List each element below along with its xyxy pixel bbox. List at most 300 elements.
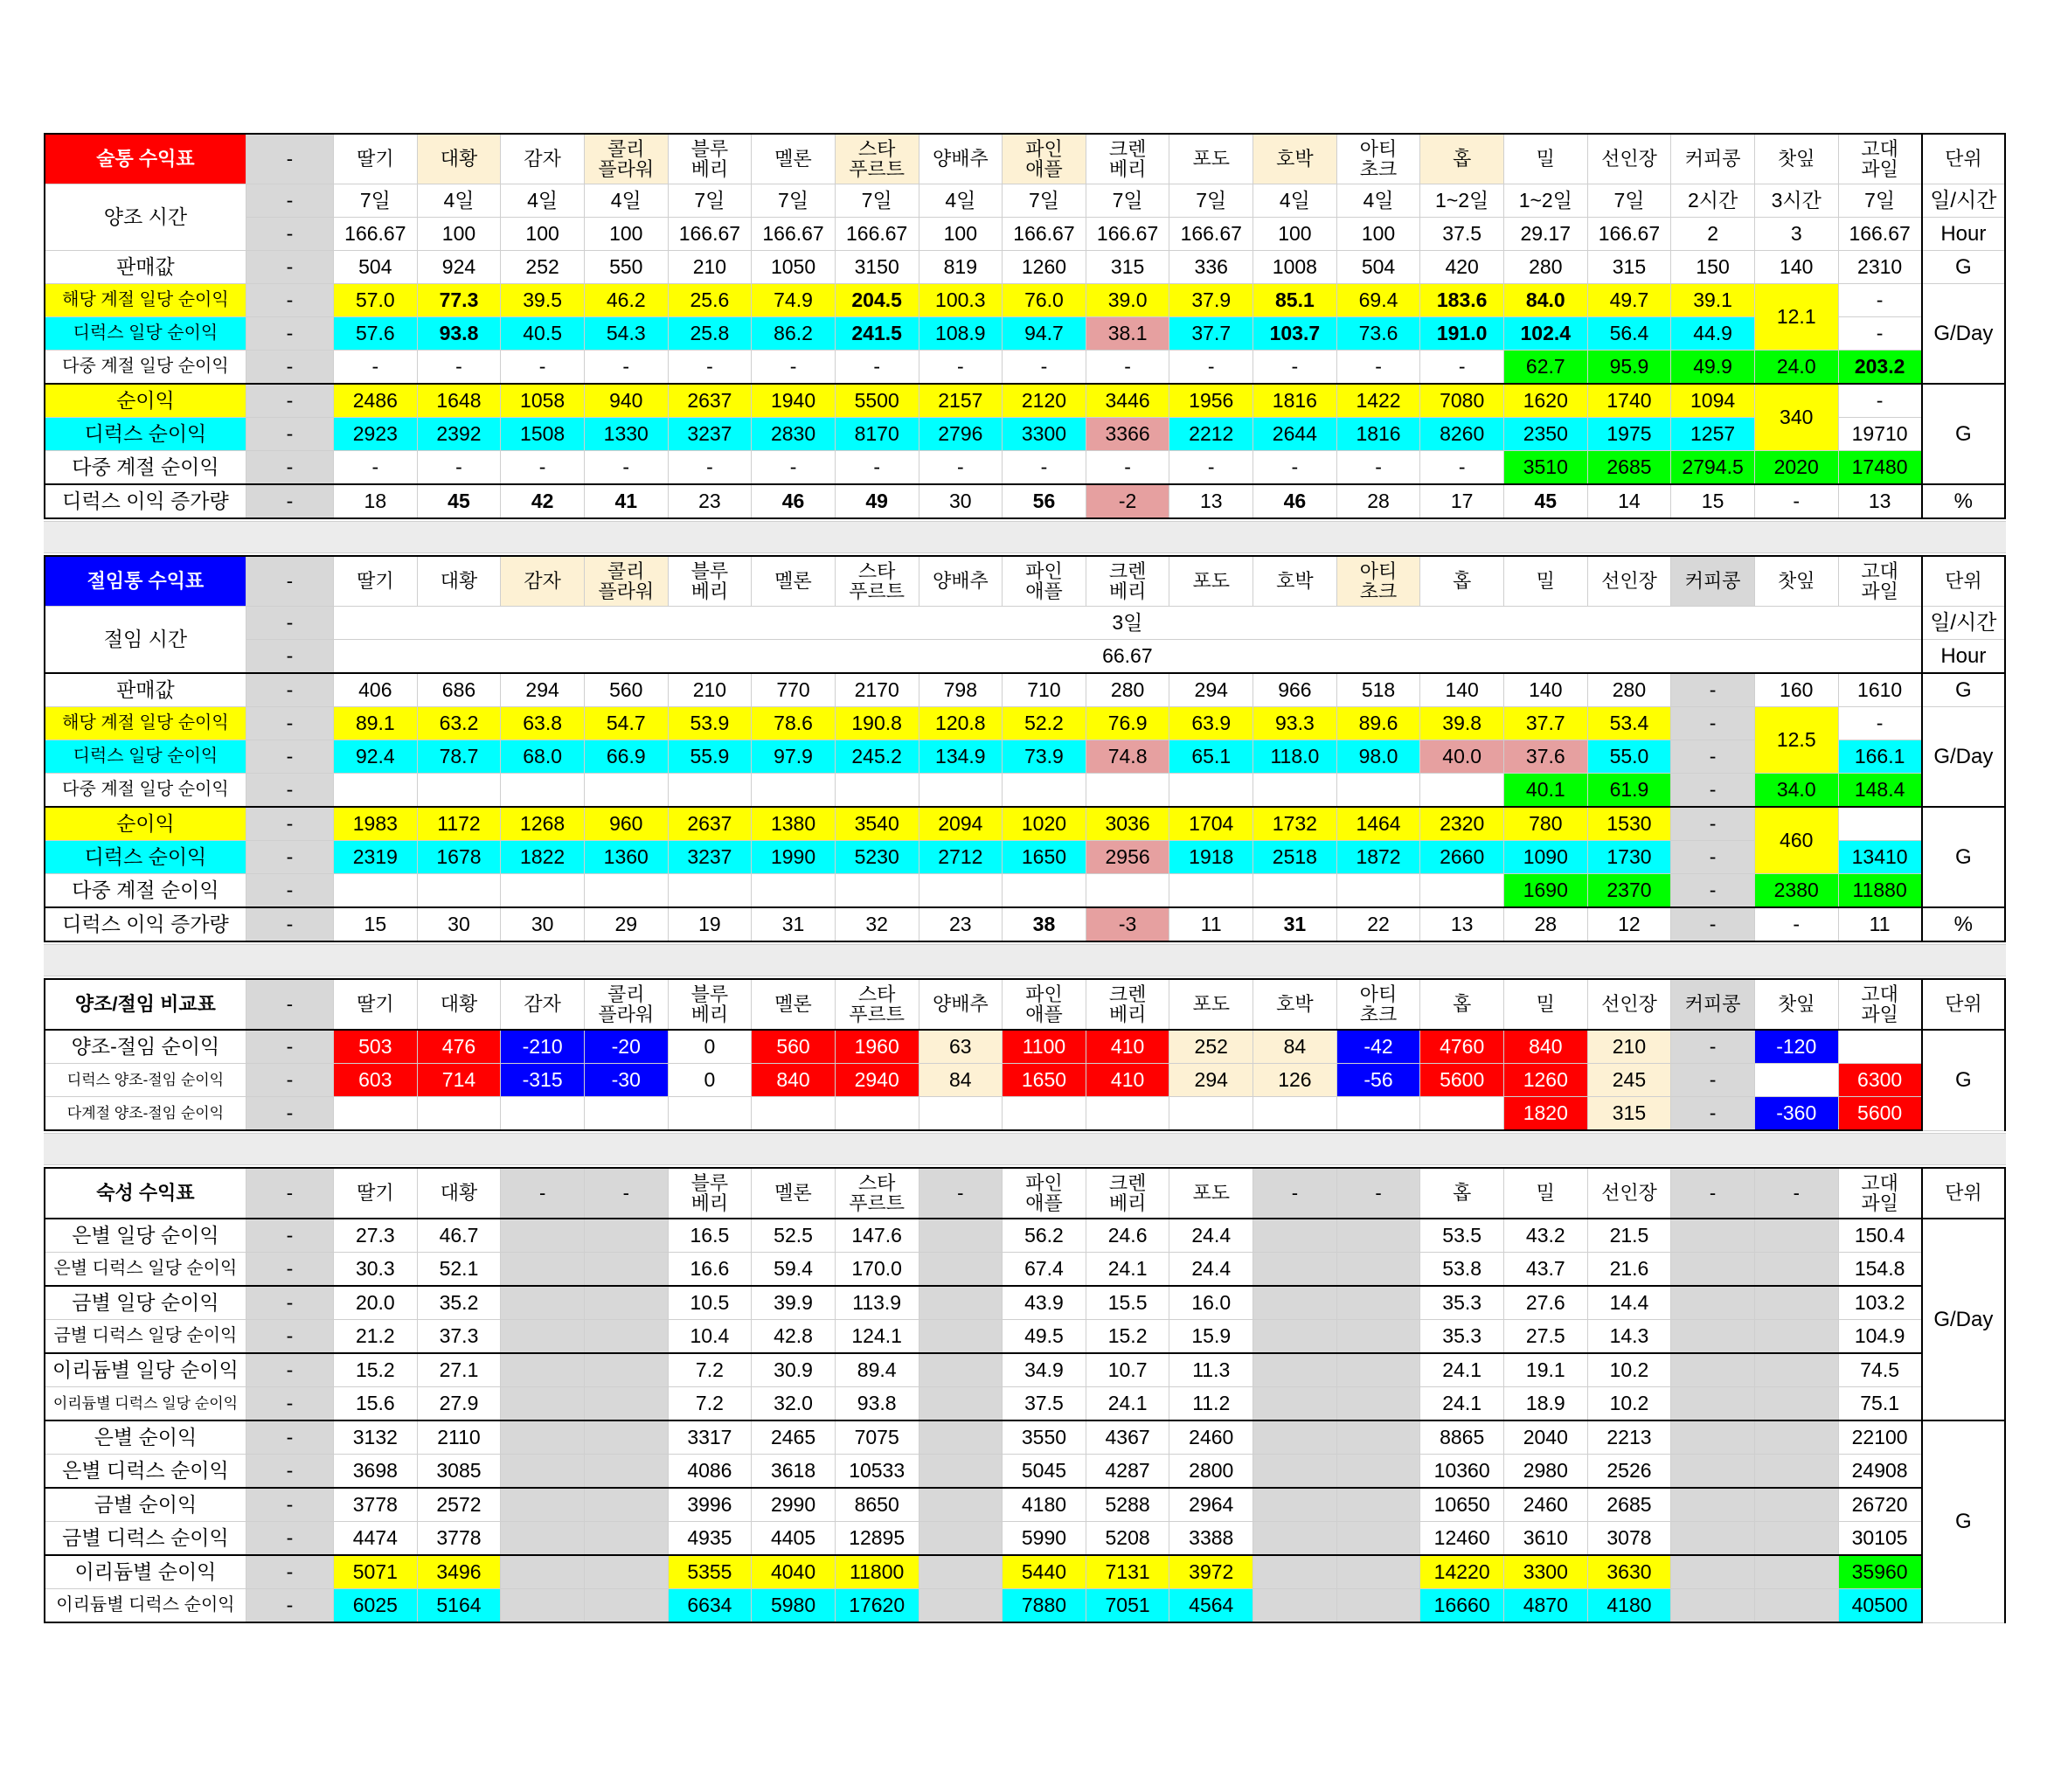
value-cell: [1838, 807, 1922, 841]
value-cell: 6025: [334, 1589, 418, 1623]
table-title: 숙성 수익표: [45, 1168, 246, 1219]
value-cell: [1253, 1320, 1337, 1354]
value-cell: 2213: [1587, 1420, 1671, 1455]
value-cell: -30: [584, 1064, 668, 1097]
value-cell: 41: [584, 484, 668, 518]
value-cell: 93.3: [1253, 707, 1337, 740]
value-cell: 8170: [835, 418, 919, 451]
row-label: 판매값: [45, 251, 246, 284]
value-cell: -: [668, 451, 752, 485]
value-cell: 1268: [501, 807, 585, 841]
unit-header: 단위: [1922, 979, 2005, 1030]
value-cell: -: [1169, 351, 1253, 385]
value-cell: 49.7: [1587, 284, 1671, 317]
value-cell: 5600: [1838, 1097, 1922, 1131]
value-cell: 93.8: [417, 317, 501, 351]
crop-header-18: 고대 과일: [1838, 556, 1922, 607]
value-cell: [584, 1253, 668, 1287]
value-cell: 1100: [1003, 1030, 1086, 1064]
row-label: 디럭스 일당 순이익: [45, 740, 246, 774]
value-cell: 37.5: [1003, 1387, 1086, 1421]
value-cell: [501, 1589, 585, 1623]
crop-header-13: 홉: [1420, 134, 1504, 184]
value-cell: 103.7: [1253, 317, 1337, 351]
value-cell: 13: [1169, 484, 1253, 518]
value-cell: [835, 774, 919, 808]
value-cell: 1983: [334, 807, 418, 841]
dash-cell: -: [246, 673, 333, 707]
value-cell: [501, 1522, 585, 1556]
value-cell: -: [1671, 1064, 1755, 1097]
unit-cell: G/Day: [1922, 1219, 2005, 1420]
unit-cell: 일/시간: [1922, 184, 2005, 218]
value-cell: 12: [1587, 907, 1671, 941]
value-cell: 7880: [1003, 1589, 1086, 1623]
crop-header-16: -: [1671, 1168, 1755, 1219]
value-cell: 7.2: [668, 1353, 752, 1387]
dash-cell: -: [246, 1353, 333, 1387]
value-cell: [1336, 1488, 1420, 1522]
value-cell: 4367: [1086, 1420, 1169, 1455]
crop-header-12: 아티 초크: [1336, 556, 1420, 607]
value-cell: 1050: [752, 251, 836, 284]
value-cell: [1671, 1589, 1755, 1623]
value-cell: 204.5: [835, 284, 919, 317]
value-cell: 27.3: [334, 1219, 418, 1253]
row-label: 디럭스 이익 증가량: [45, 484, 246, 518]
value-cell: 280: [1503, 251, 1587, 284]
value-cell: 10.2: [1587, 1387, 1671, 1421]
value-cell: [1336, 874, 1420, 908]
value-cell: 28: [1503, 907, 1587, 941]
value-cell: 46.2: [584, 284, 668, 317]
value-cell: 53.8: [1420, 1253, 1504, 1287]
spreadsheet: [44, 133, 2006, 1623]
row-label: 금별 일당 순이익: [45, 1286, 246, 1320]
value-cell: -: [1336, 351, 1420, 385]
value-cell: 166.67: [835, 218, 919, 251]
value-cell: -: [1420, 351, 1504, 385]
crop-header-0: 딸기: [334, 134, 418, 184]
dash-cell: -: [246, 907, 333, 941]
crop-header-2: 감자: [501, 556, 585, 607]
value-cell: 86.2: [752, 317, 836, 351]
value-cell: 1816: [1336, 418, 1420, 451]
value-cell: 550: [584, 251, 668, 284]
value-cell: 2685: [1587, 1488, 1671, 1522]
value-cell: 4760: [1420, 1030, 1504, 1064]
value-cell: 5230: [835, 841, 919, 874]
value-cell: [1671, 1353, 1755, 1387]
value-cell: 76.9: [1086, 707, 1169, 740]
value-cell: 100: [919, 218, 1003, 251]
value-cell: [1754, 1064, 1838, 1097]
value-cell: 7일: [835, 184, 919, 218]
unit-cell: G: [1922, 251, 2005, 284]
value-cell: 73.6: [1336, 317, 1420, 351]
dash-cell: -: [246, 707, 333, 740]
unit-header: 단위: [1922, 556, 2005, 607]
value-cell: -: [334, 451, 418, 485]
dash-cell: -: [246, 1253, 333, 1287]
value-cell: [417, 874, 501, 908]
value-cell: 74.8: [1086, 740, 1169, 774]
value-cell: 56.2: [1003, 1219, 1086, 1253]
row-label: 디럭스 순이익: [45, 841, 246, 874]
value-cell: 2794.5: [1671, 451, 1755, 485]
value-cell: 52.2: [1003, 707, 1086, 740]
value-cell: 1257: [1671, 418, 1755, 451]
value-cell: 15: [1671, 484, 1755, 518]
value-cell: [584, 1353, 668, 1387]
value-cell: 4일: [1253, 184, 1337, 218]
unit-header: 단위: [1922, 134, 2005, 184]
value-cell: 46.7: [417, 1219, 501, 1253]
value-cell: 183.6: [1420, 284, 1504, 317]
dash-cell: -: [246, 218, 333, 251]
value-cell: [1336, 1353, 1420, 1387]
value-cell: 315: [1587, 1097, 1671, 1131]
value-cell: 78.7: [417, 740, 501, 774]
value-cell: -: [1420, 451, 1504, 485]
value-cell: 39.8: [1420, 707, 1504, 740]
value-cell: 15: [334, 907, 418, 941]
value-cell: 7일: [752, 184, 836, 218]
value-cell: 7.2: [668, 1387, 752, 1421]
value-cell: 2956: [1086, 841, 1169, 874]
row-label: 절임 시간: [45, 607, 246, 674]
value-cell: 2526: [1587, 1455, 1671, 1489]
dash-cell: -: [246, 1030, 333, 1064]
value-cell: 11800: [835, 1555, 919, 1589]
value-cell: 7131: [1086, 1555, 1169, 1589]
value-cell: 410: [1086, 1064, 1169, 1097]
value-cell: 65.1: [1169, 740, 1253, 774]
value-cell: 280: [1086, 673, 1169, 707]
value-cell: 17: [1420, 484, 1504, 518]
value-cell: [1086, 874, 1169, 908]
value-cell: 63.8: [501, 707, 585, 740]
crop-header-6: 스타 푸르트: [835, 134, 919, 184]
value-cell: [1671, 1555, 1755, 1589]
value-cell: 14.4: [1587, 1286, 1671, 1320]
value-cell: 84.0: [1503, 284, 1587, 317]
value-cell: 67.4: [1003, 1253, 1086, 1287]
value-cell: 55.9: [668, 740, 752, 774]
value-cell: 40.0: [1420, 740, 1504, 774]
crop-header-9: 크렌 베리: [1086, 1168, 1169, 1219]
value-cell: 15.6: [334, 1387, 418, 1421]
crop-header-6: 스타 푸르트: [835, 979, 919, 1030]
value-cell: 62.7: [1503, 351, 1587, 385]
crop-header-10: 포도: [1169, 1168, 1253, 1219]
value-cell: 336: [1169, 251, 1253, 284]
value-cell: [1253, 1555, 1337, 1589]
merged-value: 3일: [334, 607, 1922, 640]
value-cell: 13: [1420, 907, 1504, 941]
value-cell: [1420, 874, 1504, 908]
value-cell: 2660: [1420, 841, 1504, 874]
value-cell: 1610: [1838, 673, 1922, 707]
value-cell: 3630: [1587, 1555, 1671, 1589]
value-cell: [584, 1488, 668, 1522]
unit-cell: G/Day: [1922, 707, 2005, 808]
crop-header-2: -: [501, 1168, 585, 1219]
value-cell: 166.67: [668, 218, 752, 251]
crop-header-10: 포도: [1169, 556, 1253, 607]
value-cell: 39.9: [752, 1286, 836, 1320]
value-cell: 89.1: [334, 707, 418, 740]
value-cell: 166.67: [1003, 218, 1086, 251]
value-cell: 340: [1754, 384, 1838, 451]
value-cell: 10.5: [668, 1286, 752, 1320]
value-cell: -: [919, 351, 1003, 385]
value-cell: 294: [1169, 1064, 1253, 1097]
value-cell: 154.8: [1838, 1253, 1922, 1287]
value-cell: 5045: [1003, 1455, 1086, 1489]
dash-cell: -: [246, 740, 333, 774]
crop-header-16: 커피콩: [1671, 979, 1755, 1030]
dash-cell: -: [246, 640, 333, 674]
dash-cell: -: [246, 184, 333, 218]
value-cell: [919, 1286, 1003, 1320]
value-cell: 3237: [668, 418, 752, 451]
value-cell: 52.1: [417, 1253, 501, 1287]
value-cell: 1704: [1169, 807, 1253, 841]
value-cell: 19: [668, 907, 752, 941]
value-cell: 16660: [1420, 1589, 1504, 1623]
value-cell: 1090: [1503, 841, 1587, 874]
value-cell: [1336, 1286, 1420, 1320]
value-cell: 53.5: [1420, 1219, 1504, 1253]
jar-profit-table: [44, 555, 2006, 942]
value-cell: 3996: [668, 1488, 752, 1522]
unit-cell: Hour: [1922, 640, 2005, 674]
value-cell: [1169, 774, 1253, 808]
value-cell: 3698: [334, 1455, 418, 1489]
value-cell: 4870: [1503, 1589, 1587, 1623]
value-cell: [668, 1097, 752, 1131]
crop-header-11: 호박: [1253, 134, 1337, 184]
crop-header-17: 찻잎: [1754, 134, 1838, 184]
value-cell: 3132: [334, 1420, 418, 1455]
value-cell: 4564: [1169, 1589, 1253, 1623]
value-cell: 1620: [1503, 384, 1587, 418]
value-cell: 4일: [1336, 184, 1420, 218]
value-cell: [1336, 1253, 1420, 1287]
value-cell: 24.1: [1420, 1387, 1504, 1421]
crop-header-7: 양배추: [919, 134, 1003, 184]
value-cell: -: [752, 451, 836, 485]
value-cell: 16.5: [668, 1219, 752, 1253]
crop-header-12: -: [1336, 1168, 1420, 1219]
value-cell: 21.2: [334, 1320, 418, 1354]
value-cell: 29: [584, 907, 668, 941]
value-cell: 2796: [919, 418, 1003, 451]
value-cell: 1690: [1503, 874, 1587, 908]
crop-header-0: 딸기: [334, 556, 418, 607]
row-label: 디럭스 순이익: [45, 418, 246, 451]
dash-cell: -: [246, 1488, 333, 1522]
table-title: 술통 수익표: [45, 134, 246, 184]
value-cell: 49: [835, 484, 919, 518]
value-cell: 420: [1420, 251, 1504, 284]
value-cell: 43.9: [1003, 1286, 1086, 1320]
value-cell: 1648: [417, 384, 501, 418]
value-cell: [1253, 1253, 1337, 1287]
value-cell: -210: [501, 1030, 585, 1064]
value-cell: 19.1: [1503, 1353, 1587, 1387]
value-cell: 11.3: [1169, 1353, 1253, 1387]
crop-header-13: 홉: [1420, 979, 1504, 1030]
value-cell: 3085: [417, 1455, 501, 1489]
value-cell: 39.1: [1671, 284, 1755, 317]
value-cell: [1336, 1219, 1420, 1253]
value-cell: 5071: [334, 1555, 418, 1589]
value-cell: 2940: [835, 1064, 919, 1097]
crop-header-15: 선인장: [1587, 134, 1671, 184]
unit-cell: G/Day: [1922, 284, 2005, 385]
value-cell: 54.7: [584, 707, 668, 740]
value-cell: 140: [1420, 673, 1504, 707]
value-cell: 10533: [835, 1455, 919, 1489]
value-cell: 2465: [752, 1420, 836, 1455]
value-cell: -: [1169, 451, 1253, 485]
value-cell: 61.9: [1587, 774, 1671, 808]
value-cell: -: [1253, 351, 1337, 385]
crop-header-14: 밀: [1503, 134, 1587, 184]
value-cell: [1336, 774, 1420, 808]
value-cell: -: [1086, 351, 1169, 385]
value-cell: 2712: [919, 841, 1003, 874]
row-label: 해당 계절 일당 순이익: [45, 707, 246, 740]
value-cell: 5440: [1003, 1555, 1086, 1589]
unit-header: 단위: [1922, 1168, 2005, 1219]
value-cell: [501, 774, 585, 808]
value-cell: 476: [417, 1030, 501, 1064]
value-cell: -3: [1086, 907, 1169, 941]
row-label: 디럭스 이익 증가량: [45, 907, 246, 941]
crop-header-5: 멜론: [752, 556, 836, 607]
value-cell: 4287: [1086, 1455, 1169, 1489]
value-cell: 26720: [1838, 1488, 1922, 1522]
value-cell: 1260: [1503, 1064, 1587, 1097]
value-cell: [1003, 1097, 1086, 1131]
spacer-row: [44, 521, 2006, 553]
crop-header-13: 홉: [1420, 556, 1504, 607]
value-cell: [919, 1488, 1003, 1522]
value-cell: 6300: [1838, 1064, 1922, 1097]
value-cell: [1253, 1219, 1337, 1253]
value-cell: 89.4: [835, 1353, 919, 1387]
crop-header-14: 밀: [1503, 1168, 1587, 1219]
value-cell: -: [1671, 907, 1755, 941]
value-cell: 38.1: [1086, 317, 1169, 351]
value-cell: -: [1838, 317, 1922, 351]
value-cell: [752, 874, 836, 908]
merged-value: 66.67: [334, 640, 1922, 674]
row-label: 다중 계절 일당 순이익: [45, 774, 246, 808]
value-cell: -56: [1336, 1064, 1420, 1097]
value-cell: 24.1: [1086, 1253, 1169, 1287]
value-cell: [501, 1097, 585, 1131]
value-cell: 3317: [668, 1420, 752, 1455]
row-label: 다중 계절 순이익: [45, 451, 246, 485]
value-cell: 1732: [1253, 807, 1337, 841]
value-cell: [584, 1420, 668, 1455]
value-cell: 150: [1671, 251, 1755, 284]
value-cell: [1086, 1097, 1169, 1131]
value-cell: [1336, 1555, 1420, 1589]
spacer-row: [44, 944, 2006, 976]
value-cell: -: [501, 351, 585, 385]
value-cell: 45: [1503, 484, 1587, 518]
value-cell: 95.9: [1587, 351, 1671, 385]
value-cell: 20.0: [334, 1286, 418, 1320]
value-cell: 1816: [1253, 384, 1337, 418]
spacer-row: [44, 1133, 2006, 1165]
value-cell: [1336, 1387, 1420, 1421]
crop-header-18: 고대 과일: [1838, 134, 1922, 184]
row-label: 양조 시간: [45, 184, 246, 251]
value-cell: 2시간: [1671, 184, 1755, 218]
value-cell: 3540: [835, 807, 919, 841]
value-cell: 17620: [835, 1589, 919, 1623]
value-cell: 3610: [1503, 1522, 1587, 1556]
value-cell: 4474: [334, 1522, 418, 1556]
value-cell: 7일: [334, 184, 418, 218]
value-cell: 21.5: [1587, 1219, 1671, 1253]
value-cell: 63: [919, 1030, 1003, 1064]
crop-header-5: 멜론: [752, 979, 836, 1030]
value-cell: 2637: [668, 384, 752, 418]
row-label: 금별 순이익: [45, 1488, 246, 1522]
value-cell: [1253, 1522, 1337, 1556]
value-cell: 11: [1169, 907, 1253, 941]
crop-header-4: 블루 베리: [668, 134, 752, 184]
value-cell: 2120: [1003, 384, 1086, 418]
crop-header-3: 콜리 플라워: [584, 979, 668, 1030]
crop-header-18: 고대 과일: [1838, 979, 1922, 1030]
value-cell: 840: [1503, 1030, 1587, 1064]
value-cell: 4086: [668, 1455, 752, 1489]
value-cell: -: [1671, 1030, 1755, 1064]
crop-header-4: 블루 베리: [668, 556, 752, 607]
value-cell: 5990: [1003, 1522, 1086, 1556]
value-cell: 46: [752, 484, 836, 518]
value-cell: 15.2: [334, 1353, 418, 1387]
crop-header-10: 포도: [1169, 979, 1253, 1030]
value-cell: 39.0: [1086, 284, 1169, 317]
value-cell: [1253, 1455, 1337, 1489]
value-cell: 35960: [1838, 1555, 1922, 1589]
value-cell: 13: [1838, 484, 1922, 518]
dash-cell: -: [246, 1064, 333, 1097]
value-cell: 32: [835, 907, 919, 941]
value-cell: 8865: [1420, 1420, 1504, 1455]
value-cell: 12460: [1420, 1522, 1504, 1556]
value-cell: 75.1: [1838, 1387, 1922, 1421]
value-cell: [919, 1420, 1003, 1455]
value-cell: 31: [1253, 907, 1337, 941]
value-cell: 1918: [1169, 841, 1253, 874]
value-cell: 102.4: [1503, 317, 1587, 351]
value-cell: 84: [919, 1064, 1003, 1097]
row-label: 이리듐별 디럭스 일당 순이익: [45, 1387, 246, 1421]
value-cell: [501, 1286, 585, 1320]
dash-cell: -: [246, 1420, 333, 1455]
crop-header-8: 파인 애플: [1003, 979, 1086, 1030]
